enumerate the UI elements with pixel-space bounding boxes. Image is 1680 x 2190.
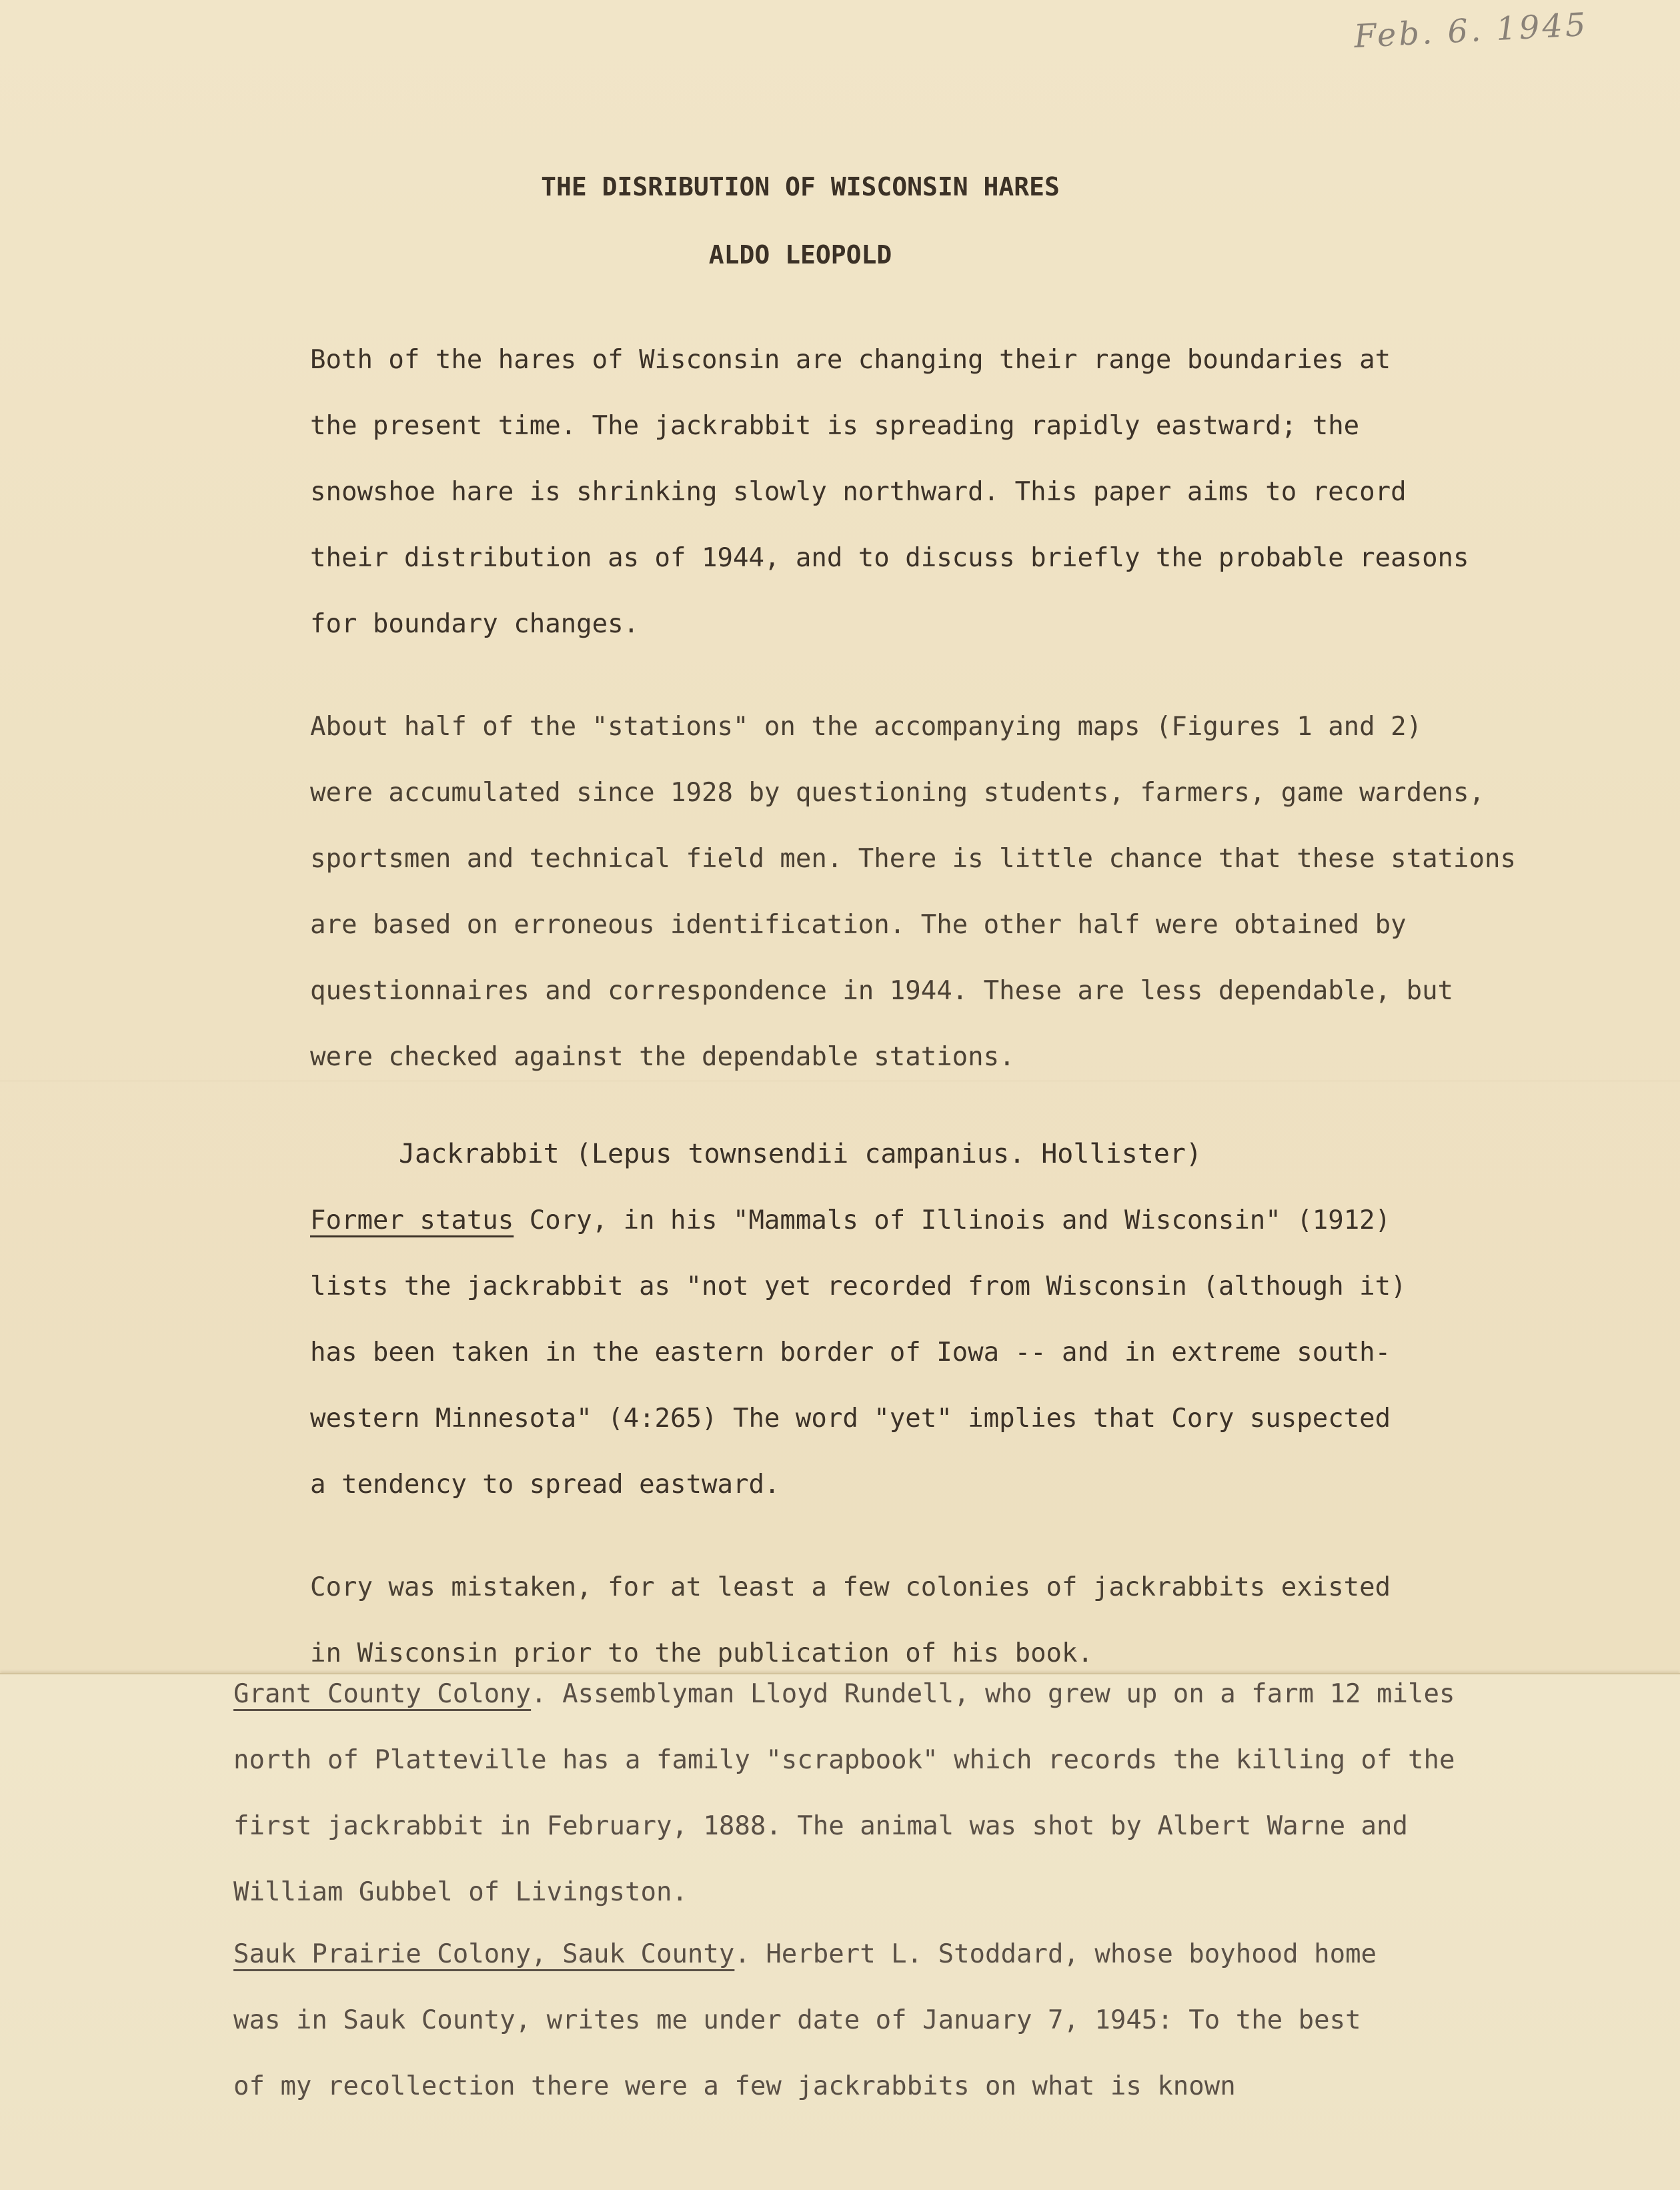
- grant-county-text: . Assemblyman Lloyd Rundell, who grew up on a farm 12 miles north of Platteville has a family "scrapbook" which records the killing of the first jackrabbit in February, 1888. The animal was shot by Albert Warne and William Gubbel of Livingston.: [233, 1679, 1455, 1907]
- document-title: THE DISRIBUTION OF WISCONSIN HARES: [541, 172, 1060, 201]
- document-author: ALDO LEOPOLD: [708, 240, 892, 269]
- sauk-prairie-text: . Herbert L. Stoddard, whose boyhood home was in Sauk County, writes me under date of January 7, 1945: To the best of my recollection there were a few jackrabbits on what is known: [233, 1939, 1377, 2101]
- grant-county-paragraph: [233, 1661, 1621, 1925]
- stations-paragraph: About half of the "stations" on the accompanying maps (Figures 1 and 2) were accumulated since 1928 by questioning students, farmers, game wardens, sportsmen and technical field men. There is little chance that these stations are based on erroneous identification. The other half were obtained by questionnaires and correspondence in 1944. These are less dependable, but were checked against the dependable stations.: [310, 712, 1516, 1072]
- intro-paragraph: Both of the hares of Wisconsin are changing their range boundaries at the present time. The jackrabbit is spreading rapidly eastward; the snowshoe hare is shrinking slowly northward. This paper aims to record their distribution as of 1944, and to discuss briefly the probable reasons for boundary changes.: [310, 345, 1469, 639]
- handwritten-date: Feb. 6. 1945: [1353, 5, 1589, 56]
- cory-mistaken-paragraph: Cory was mistaken, for at least a few colonies of jackrabbits existed in Wisconsin prior to the publication of his book.: [310, 1572, 1391, 1668]
- section-heading-jackrabbit: Jackrabbit (Lepus townsendii campanius. Hollister): [398, 1139, 1202, 1169]
- former-status-text: Cory, in his "Mammals of Illinois and Wisconsin" (1912) lists the jackrabbit as "not yet recorded from Wisconsin (although it) has been taken in the eastern border of Iowa -- and in extreme south- western Minnesota" (4:265) The word "yet" implies that Cory suspected a tendency to spread eastward.: [310, 1205, 1407, 1500]
- sauk-prairie-paragraph: [233, 1921, 1621, 2119]
- former-status-label: Former status: [310, 1205, 514, 1235]
- grant-county-label: Grant County Colony: [233, 1679, 532, 1709]
- former-status-paragraph: [310, 1187, 1617, 1518]
- sauk-prairie-label: Sauk Prairie Colony, Sauk County: [233, 1939, 735, 1969]
